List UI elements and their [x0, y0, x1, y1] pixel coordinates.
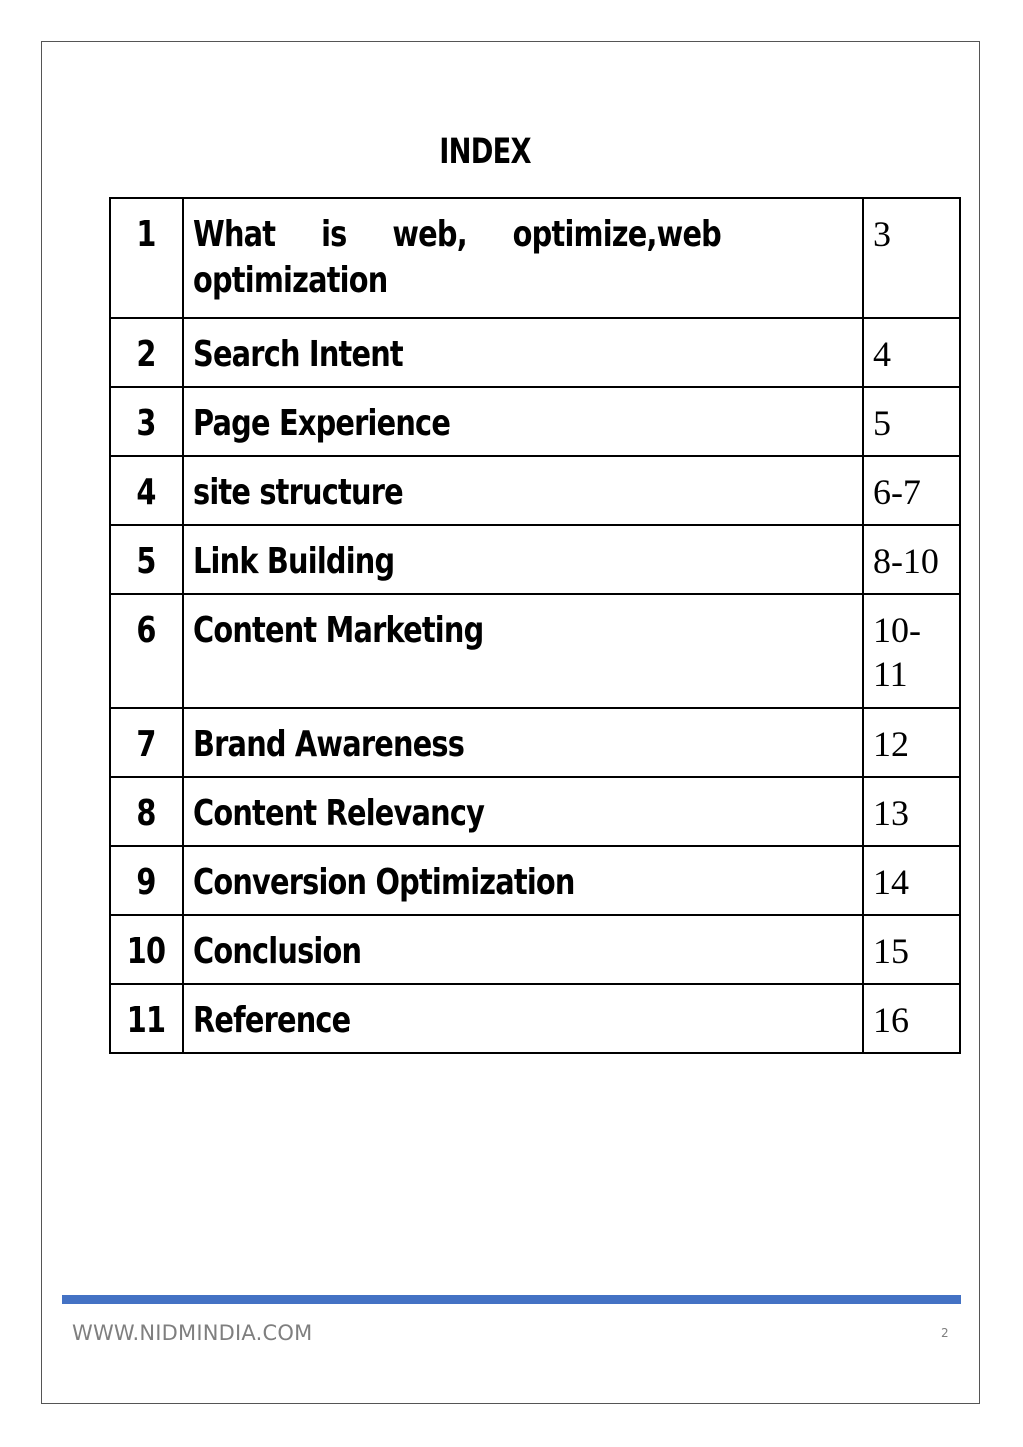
- row-number: 6: [136, 610, 157, 651]
- row-topic-cell: [183, 387, 863, 456]
- row-number-cell: [110, 525, 183, 594]
- row-pages-cell: [863, 594, 960, 708]
- table-row: [110, 594, 960, 708]
- row-number-cell: [110, 318, 183, 387]
- row-topic-cell: [183, 318, 863, 387]
- row-topic: Link Building: [192, 541, 395, 582]
- table-row: [110, 846, 960, 915]
- table-row: [110, 387, 960, 456]
- row-number: 3: [136, 403, 157, 444]
- row-pages: 5: [872, 403, 891, 443]
- row-pages-cell: [863, 387, 960, 456]
- row-topic-cell: [183, 915, 863, 984]
- table-row: [110, 456, 960, 525]
- row-pages: 4: [872, 334, 891, 374]
- row-topic: Content Marketing: [192, 610, 484, 651]
- row-pages-cell: [863, 846, 960, 915]
- row-pages-cell: [863, 318, 960, 387]
- row-number: 8: [136, 793, 157, 834]
- row-pages: 12: [872, 724, 909, 764]
- row-number-cell: [110, 984, 183, 1053]
- row-topic: Conversion Optimization: [192, 862, 575, 903]
- footer-website: WWW.NIDMINDIA.COM: [72, 1321, 313, 1345]
- row-number: 9: [136, 862, 157, 903]
- table-row: [110, 318, 960, 387]
- row-number: 1: [136, 214, 157, 255]
- row-topic-cell: [183, 594, 863, 708]
- table-row: [110, 984, 960, 1053]
- row-pages: 6-7: [872, 472, 921, 512]
- table-row: [110, 915, 960, 984]
- row-number-cell: [110, 456, 183, 525]
- row-number-cell: [110, 915, 183, 984]
- row-pages-cell: [863, 915, 960, 984]
- row-number-cell: [110, 387, 183, 456]
- index-table: [109, 197, 961, 1054]
- row-topic: Brand Awareness: [192, 724, 465, 765]
- row-topic: Reference: [192, 1000, 351, 1041]
- row-number-cell: [110, 777, 183, 846]
- row-pages: 14: [872, 862, 909, 902]
- row-number-cell: [110, 594, 183, 708]
- row-topic: What is web, optimize,web optimization: [192, 214, 721, 301]
- row-number: 11: [127, 1000, 166, 1041]
- row-topic: Conclusion: [192, 931, 362, 972]
- row-topic-cell: [183, 984, 863, 1053]
- row-topic-cell: [183, 525, 863, 594]
- row-topic-cell: [183, 777, 863, 846]
- row-pages: 13: [872, 793, 909, 833]
- row-pages-cell: [863, 777, 960, 846]
- table-row: [110, 198, 960, 318]
- row-pages-cell: [863, 525, 960, 594]
- row-topic-cell: [183, 456, 863, 525]
- row-pages: 16: [872, 1000, 909, 1040]
- row-pages-cell: [863, 984, 960, 1053]
- row-pages-cell: [863, 708, 960, 777]
- row-topic-cell: [183, 198, 863, 318]
- row-topic-cell: [183, 846, 863, 915]
- row-number-cell: [110, 846, 183, 915]
- row-number: 10: [127, 931, 166, 972]
- row-number: 7: [136, 724, 157, 765]
- row-pages: 15: [872, 931, 909, 971]
- table-row: [110, 525, 960, 594]
- row-topic: Search Intent: [192, 334, 403, 375]
- row-number: 5: [136, 541, 157, 582]
- row-pages: 8-10: [872, 541, 939, 581]
- row-pages: 10-11: [872, 610, 921, 694]
- table-row: [110, 708, 960, 777]
- row-pages-cell: [863, 198, 960, 318]
- row-topic: Page Experience: [192, 403, 450, 444]
- row-number-cell: [110, 708, 183, 777]
- row-topic: Content Relevancy: [192, 793, 485, 834]
- row-pages-cell: [863, 456, 960, 525]
- row-number-cell: [110, 198, 183, 318]
- row-pages: 3: [872, 214, 891, 254]
- footer-page-number: 2: [941, 1326, 949, 1340]
- index-title: INDEX: [439, 132, 531, 172]
- table-row: [110, 777, 960, 846]
- footer-divider-bar: [62, 1295, 961, 1304]
- row-number: 2: [136, 334, 157, 375]
- row-number: 4: [136, 472, 157, 513]
- row-topic-cell: [183, 708, 863, 777]
- row-topic: site structure: [192, 472, 403, 513]
